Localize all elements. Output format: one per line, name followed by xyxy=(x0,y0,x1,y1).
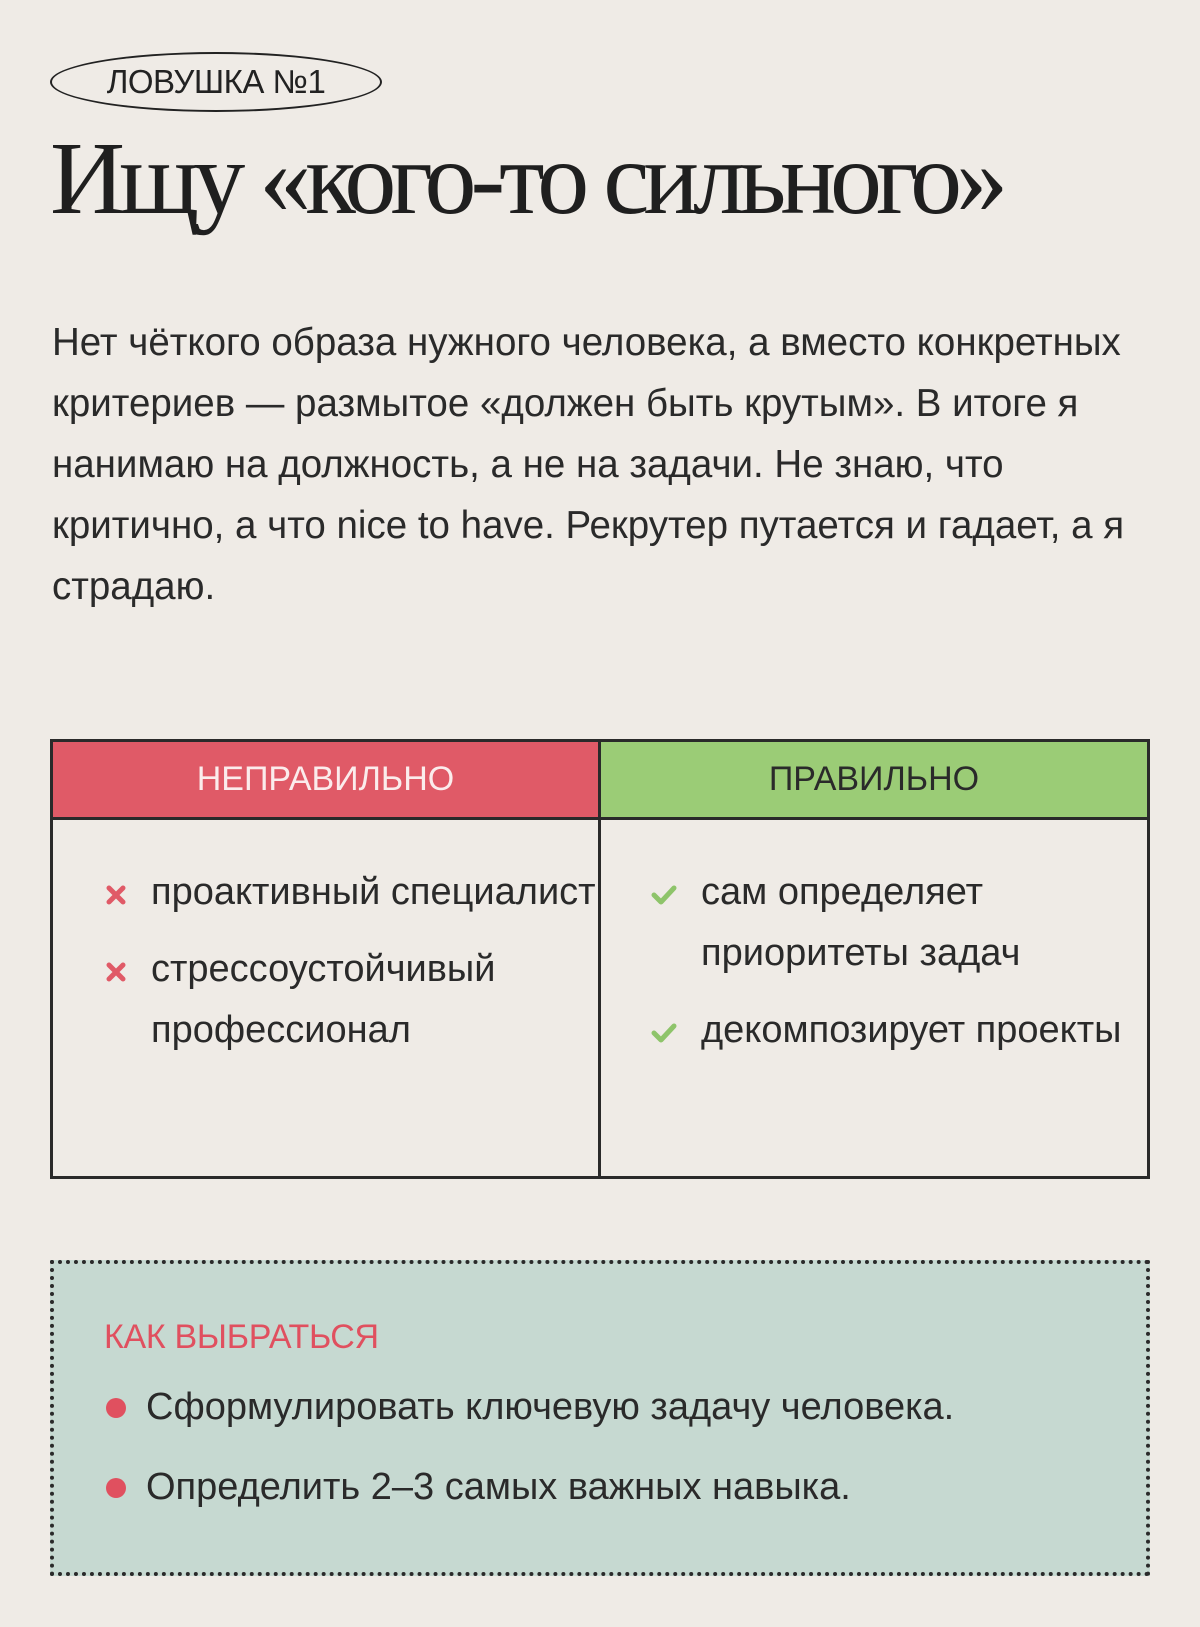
how-to-escape-box xyxy=(50,1260,1150,1576)
wrong-item xyxy=(53,862,598,923)
wrong-column xyxy=(53,820,601,1176)
list-item-text: Сформулировать ключевую задачу человека. xyxy=(146,1386,955,1428)
trap-number-badge: ЛОВУШКА №1 xyxy=(50,52,382,112)
right-column-header: ПРАВИЛЬНО xyxy=(601,742,1147,820)
cross-icon xyxy=(105,961,127,987)
bullet-icon xyxy=(106,1398,126,1418)
wrong-item xyxy=(53,939,598,1061)
intro-paragraph: Нет чёткого образа нужного человека, а вместо конкретных критериев — размытое «должен быть крутым». В итоге я нанимаю на должность, а не на задачи. Не знаю, что критично, а что nice to have. Рекрутер путается и гадает, а я страдаю. xyxy=(52,321,1125,608)
check-icon xyxy=(651,884,677,910)
wrong-item-text: стрессоустойчивый профессионал xyxy=(151,948,496,1051)
comparison-table xyxy=(50,739,1150,1179)
wrong-column-header: НЕПРАВИЛЬНО xyxy=(53,742,601,820)
right-item-text: сам определяет приоритеты задач xyxy=(701,871,1021,974)
list-item xyxy=(106,1384,954,1464)
list-item-text: Определить 2–3 самых важных навыка. xyxy=(146,1466,851,1508)
wrong-item-text: проактивный специалист xyxy=(151,871,596,913)
right-item-text: декомпозирует проекты xyxy=(701,1009,1122,1051)
right-item xyxy=(601,862,1147,984)
check-icon xyxy=(651,1022,677,1048)
list-item xyxy=(106,1464,954,1544)
how-to-escape-title: КАК ВЫБРАТЬСЯ xyxy=(104,1318,379,1356)
right-column xyxy=(601,820,1147,1176)
right-item xyxy=(601,1000,1147,1061)
bullet-icon xyxy=(106,1478,126,1498)
page-title: Ищу «кого-то сильного» xyxy=(50,121,1003,236)
how-to-escape-list xyxy=(106,1384,954,1544)
cross-icon xyxy=(105,884,127,910)
